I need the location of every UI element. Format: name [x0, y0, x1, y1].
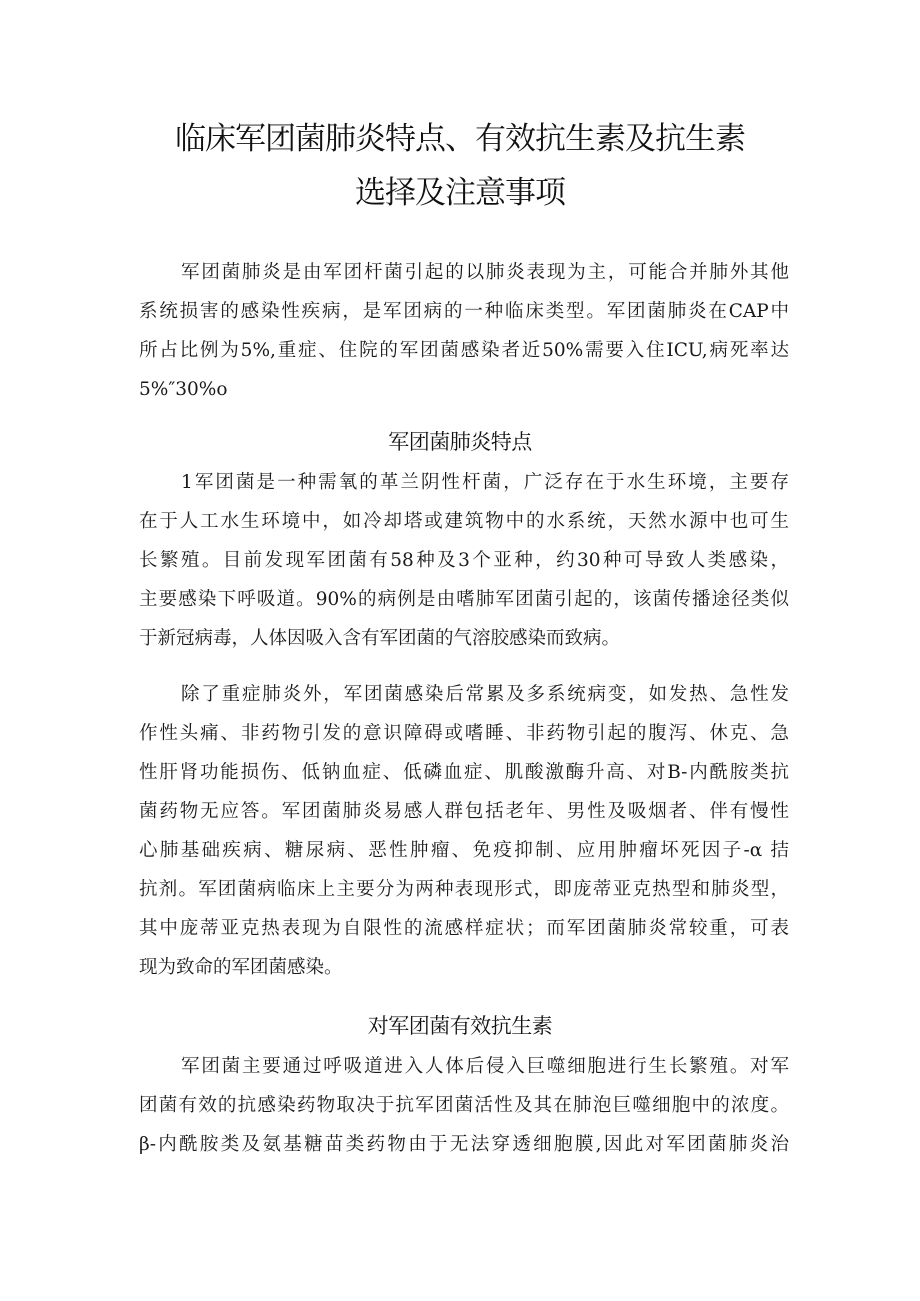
document-title-line-2: 选择及注意事项: [355, 175, 565, 211]
paragraph-line: 现为致命的军团菌感染。: [139, 957, 343, 978]
paragraph-line: 在于人工水生环境中，如冷却塔或建筑物中的水系统，天然水源中也可生: [139, 511, 789, 532]
paragraph-line: 抗剂。军团菌病临床上主要分为两种表现形式，即庞蒂亚克热型和肺炎型，: [139, 879, 789, 900]
paragraph-line: 军团菌主要通过呼吸道进入人体后侵入巨噬细胞进行生长繁殖。对军: [181, 1056, 789, 1077]
paragraph-line: 心肺基础疾病、糖尿病、恶性肿瘤、免疫抑制、应用肿瘤坏死因子-α 拮: [139, 840, 789, 861]
section-heading-features: 军团菌肺炎特点: [388, 430, 532, 454]
intro-paragraph: [139, 253, 789, 409]
paragraph-line: 于新冠病毒，人体因吸入含有军团菌的气溶胶感染而致病。: [139, 628, 621, 649]
paragraph-line: 团菌有效的抗感染药物取决于抗军团菌活性及其在肺泡巨噬细胞中的浓度。: [139, 1095, 789, 1116]
intro-line: 所占比例为5%,重症、住院的军团菌感染者近50%需要入住ICU,病死率达: [139, 340, 789, 361]
intro-line: 5%″30%o: [139, 379, 228, 400]
paragraph-line: β-内酰胺类及氨基糖苗类药物由于无法穿透细胞膜,因此对军团菌肺炎治: [139, 1134, 789, 1155]
antibiotics-paragraph-1: [139, 1047, 789, 1164]
features-paragraph-2: [139, 675, 789, 987]
intro-line: 系统损害的感染性疾病，是军团病的一种临床类型。军团菌肺炎在CAP中: [139, 301, 789, 322]
paragraph-line: 性肝肾功能损伤、低钠血症、低磷血症、肌酸激酶升高、对B-内酰胺类抗: [139, 762, 789, 783]
paragraph-line: 1军团菌是一种需氧的革兰阴性杆菌，广泛存在于水生环境，主要存: [181, 472, 789, 493]
paragraph-line: 其中庞蒂亚克热表现为自限性的流感样症状；而军团菌肺炎常较重，可表: [139, 918, 789, 939]
section-heading-antibiotics: 对军团菌有效抗生素: [367, 1014, 553, 1038]
paragraph-line: 除了重症肺炎外，军团菌感染后常累及多系统病变，如发热、急性发: [181, 684, 789, 705]
paragraph-line: 作性头痛、非药物引发的意识障碍或嗜睡、非药物引起的腹泻、休克、急: [139, 723, 789, 744]
paragraph-line: 菌药物无应答。军团菌肺炎易感人群包括老年、男性及吸烟者、伴有慢性: [139, 801, 789, 822]
paragraph-line: 长繁殖。目前发现军团菌有58种及3个亚种，约30种可导致人类感染，: [139, 550, 789, 571]
features-paragraph-1: [139, 463, 789, 658]
paragraph-line: 主要感染下呼吸道。90%的病例是由嗜肺军团菌引起的，该菌传播途径类似: [139, 589, 789, 610]
document-title-line-1: 临床军团菌肺炎特点、有效抗生素及抗生素: [175, 121, 745, 157]
intro-line: 军团菌肺炎是由军团杆菌引起的以肺炎表现为主，可能合并肺外其他: [181, 262, 789, 283]
